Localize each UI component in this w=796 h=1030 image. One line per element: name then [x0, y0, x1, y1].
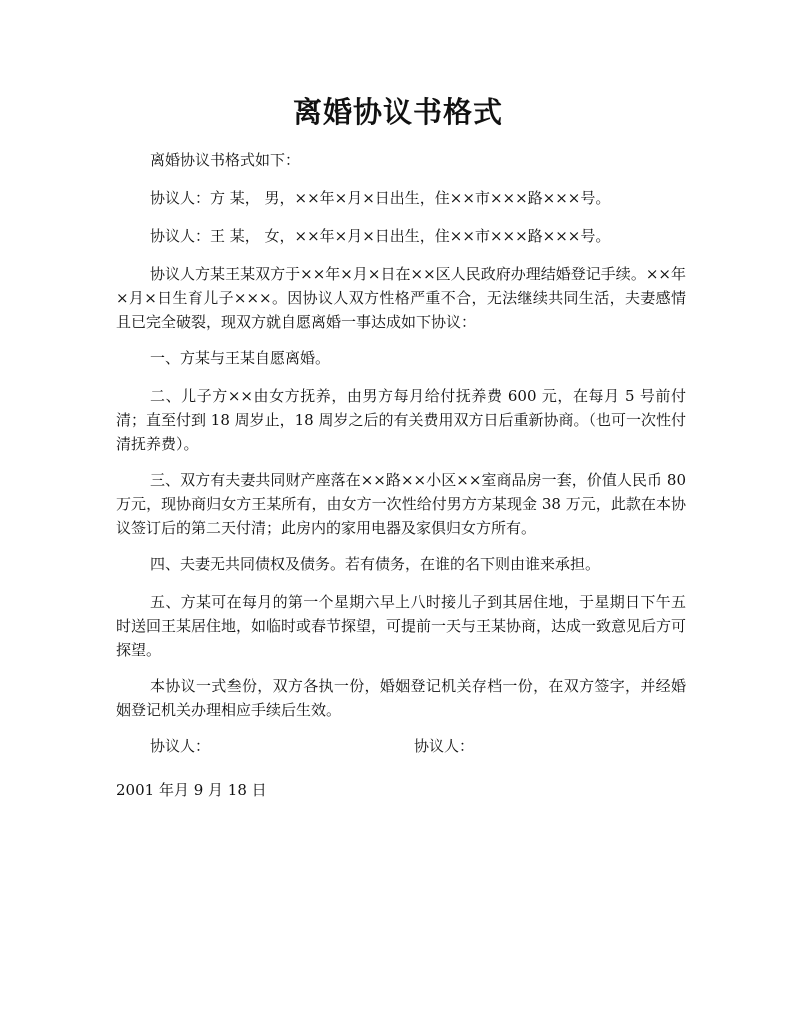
clause-paragraph: 二、儿子方××由女方抚养，由男方每月给付抚养费 600 元，在每月 5 号前付清；直至付到 18 周岁止，18 周岁之后的有关费用双方日后重新协商。（也可一次性付清抚养费）。 [116, 387, 686, 453]
party-two-paragraph: 协议人：王 某， 女，××年×月×日出生，住××市×××路×××号。 [150, 227, 611, 245]
signature-right-label: 协议人： [414, 737, 475, 755]
clause-paragraph: 一、方某与王某自愿离婚。 [150, 349, 331, 367]
closing-paragraph: 本协议一式叁份，双方各执一份，婚姻登记机关存档一份，在双方签字，并经婚姻登记机关办理相应手续后生效。 [116, 677, 686, 719]
document-body [116, 148, 686, 758]
document-title: 离婚协议书格式 [292, 95, 503, 129]
clause-paragraph: 五、方某可在每月的第一个星期六早上八时接儿子到其居住地，于星期日下午五时送回王某居住地，如临时或春节探望，可提前一天与王某协商，达成一致意见后方可探望。 [116, 593, 687, 659]
signature-row [116, 734, 686, 758]
clause-paragraph: 四、夫妻无共同债权及债务。若有债务，在谁的名下则由谁来承担。 [150, 555, 601, 573]
intro-paragraph: 离婚协议书格式如下： [150, 151, 301, 169]
clause-paragraph: 三、双方有夫妻共同财产座落在××路××小区××室商品房一套，价值人民币 80 万元，现协商归女方王某所有，由女方一次性给付男方方某现金 38 万元，此款在本协议签订后的第二天付清；此房内的家用电器及家俱归女方所有。 [116, 471, 686, 537]
party-one-paragraph: 协议人：方 某， 男，××年×月×日出生，住××市×××路×××号。 [150, 189, 611, 207]
background-paragraph: 协议人方某王某双方于××年×月×日在××区人民政府办理结婚登记手续。××年×月×日生育儿子×××。因协议人双方性格严重不合，无法继续共同生活，夫妻感情且已完全破裂，现双方就自愿离婚一事达成如下协议： [116, 265, 686, 331]
document-date: 2001 年月 9 月 18 日 [116, 781, 267, 799]
signature-left-label: 协议人： [150, 737, 211, 755]
